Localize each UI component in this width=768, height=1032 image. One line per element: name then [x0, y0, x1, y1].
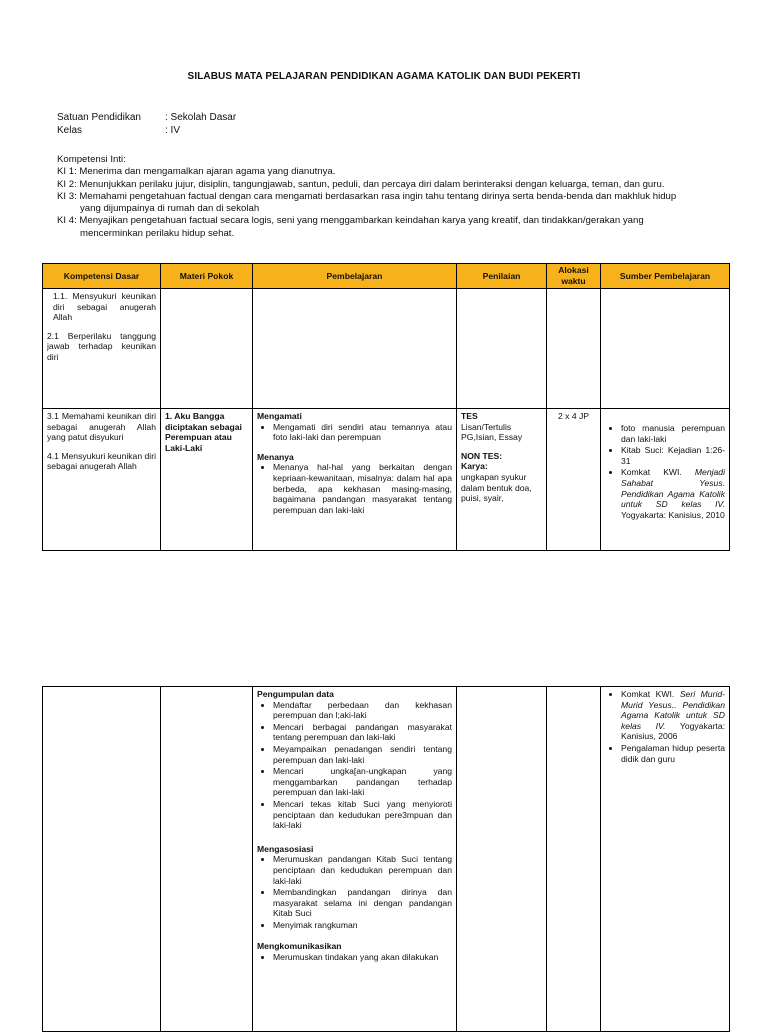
penilaian-cell [457, 289, 547, 409]
karya-label: Karya: [461, 461, 488, 472]
header-kompetensi-dasar: Kompetensi Dasar [43, 264, 161, 289]
identity-label: Satuan Pendidikan [57, 112, 141, 123]
list-item: • Mencari tekas kitab Suci yang menyioroti penciptaan dan kedudukan pere3mpuan dan laki-laki [273, 799, 452, 831]
kd-item: 4.1 Mensyukuri keunikan diri sebagai anugerah Allah [47, 450, 156, 472]
identity-label: Kelas [57, 125, 83, 136]
kd-item: 2.1 Berperilaku tanggung jawab terhadap keunikan diri [47, 330, 156, 362]
header-alokasi-waktu: Alokasi waktu [547, 264, 601, 289]
section-menanya: Menanya [257, 451, 294, 462]
table-row [43, 687, 730, 1032]
syllabus-table-continued [42, 686, 730, 1032]
header-sumber: Sumber Pembelajaran [601, 264, 730, 289]
kd-cell [43, 687, 161, 1032]
list-item: • Menanya hal-hal yang berkaitan dengan kepriaan-kewanitaan, misalnya: dalam hal apa berbeda, apa kekhasan masing-masing, bagaimana pandangan masyarakat tentang perempuan dan laki-laki [273, 462, 452, 515]
penilaian-cell [457, 687, 547, 1032]
list-item [621, 467, 725, 520]
nontes-label: NON TES: [461, 450, 503, 461]
alokasi-cell [547, 687, 601, 1032]
list-item: • Pengalaman hidup peserta didik dan guru [621, 743, 725, 764]
table-row [43, 289, 730, 409]
section-pengumpulan-data: Pengumpulan data [257, 689, 334, 699]
table-header-row [43, 264, 730, 289]
list-item [621, 689, 725, 742]
sumber-cell [601, 409, 730, 551]
source-publisher: Komkat KWI. [621, 467, 695, 478]
identity-value: : IV [165, 125, 181, 136]
karya-detail: ungkapan syukur dalam bentuk doa, puisi, syair, [461, 471, 532, 504]
materi-cell [161, 687, 253, 1032]
tes-detail: Lisan/Tertulis PG,Isian, Essay [461, 421, 523, 443]
source-publication: Yogyakarta: Kanisius, 2006 [621, 720, 725, 742]
kd-cell [43, 409, 161, 551]
identity-value: : Sekolah Dasar [165, 112, 237, 123]
header-penilaian: Penilaian [457, 264, 547, 289]
list-item: • Meyampaikan penadangan sendiri tentang perempuan dan laki-laki [273, 744, 452, 765]
ki-3: KI 3: Memahami pengetahuan factual dengan cara mengamati berdasarkan rasa ingin tahu tentang dirinya serta benda-benda dan makhluk hidup [57, 190, 677, 202]
alokasi-cell: 2 x 4 JP [547, 409, 601, 551]
list-item: • Merumuskan tindakan yang akan dilakukan [273, 952, 452, 963]
source-publication: Yogyakarta: Kanisius, 2010 [621, 509, 725, 520]
section-mengasosiasi: Mengasosiasi [257, 843, 314, 854]
materi-cell [161, 289, 253, 409]
ki-heading: Kompetensi Inti: [57, 154, 126, 165]
sumber-cell [601, 687, 730, 1032]
penilaian-cell [457, 409, 547, 551]
ki-4: KI 4: Menyajikan pengetahuan factual secara logis, seni yang menggambarkan keindahan karya yang kreatif, dan tindakkan/gerakan yang [57, 215, 644, 227]
alokasi-cell [547, 289, 601, 409]
kd-item: 3.1 Memahami keunikan diri sebagai anugerah Allah yang patut disyukuri [47, 411, 156, 443]
table-row [43, 409, 730, 551]
list-item: • Mencari berbagai pandangan masyarakat tentang perempuan dan laki-laki [273, 722, 452, 743]
header-materi-pokok: Materi Pokok [161, 264, 253, 289]
syllabus-table [42, 263, 730, 551]
materi-cell: 1. Aku Bangga diciptakan sebagai Perempuan atau Laki-Laki [161, 409, 253, 551]
pembelajaran-cell [253, 409, 457, 551]
pembelajaran-cell [253, 687, 457, 1032]
ki-1: KI 1: Menerima dan mengamalkan ajaran agama yang dianutnya. [57, 166, 336, 178]
source-title: Menjadi Sahabat Yesus. Pendidikan Agama Katolik untuk SD kelas IV. [621, 467, 725, 510]
section-mengkomunikasikan: Mengkomunikasikan [257, 941, 342, 952]
list-item: • Menyimak rangkuman [273, 920, 452, 931]
list-item: • Mendaftar perbedaan dan kekhasan perempuan dan l;aki-laki [273, 700, 452, 721]
ki-3-continued: yang dijumpainya di rumah dan di sekolah [80, 203, 260, 215]
list-item: • Merumuskan pandangan Kitab Suci tentang penciptaan dan kedudukan perempuan dan laki-laki [273, 854, 452, 886]
document-title: SILABUS MATA PELAJARAN PENDIDIKAN AGAMA KATOLIK DAN BUDI PEKERTI [187, 71, 581, 82]
list-item: • foto manusia perempuan dan laki-laki [621, 423, 725, 444]
list-item: • Mencari ungka[an-ungkapan yang menggambarkan pandangan terhadap perempuan dan laki-laki [273, 766, 452, 798]
tes-label: TES [461, 411, 478, 421]
pembelajaran-cell [253, 289, 457, 409]
kompetensi-inti [57, 154, 711, 240]
ki-4-continued: mencerminkan perilaku hidup sehat. [80, 227, 235, 239]
list-item: • Mengamati diri sendiri atau temannya atau foto laki-laki dan perempuan [273, 422, 452, 443]
kd-item: 1.1. Mensyukuri keunikan diri sebagai anugerah Allah [53, 291, 156, 323]
header-pembelajaran: Pembelajaran [253, 264, 457, 289]
source-publisher: Komkat KWI. [621, 689, 680, 699]
list-item: • Kitab Suci: Kejadian 1:26-31 [621, 445, 725, 466]
source-title: Seri Murid-Murid Yesus.. Pendidikan Agama Katolik untuk SD kelas IV. [621, 689, 725, 731]
list-item: • Membandingkan pandangan dirinya dan masyarakat selama ini dengan pandangan Kitab Suci [273, 887, 452, 919]
sumber-cell [601, 289, 730, 409]
section-mengamati: Mengamati [257, 411, 302, 421]
ki-2: KI 2: Menunjukkan perilaku jujur, disiplin, tangungjawab, santun, peduli, dan percaya diri dalam berinteraksi dengan keluarga, teman, dan guru. [57, 178, 665, 190]
kd-cell [43, 289, 161, 409]
